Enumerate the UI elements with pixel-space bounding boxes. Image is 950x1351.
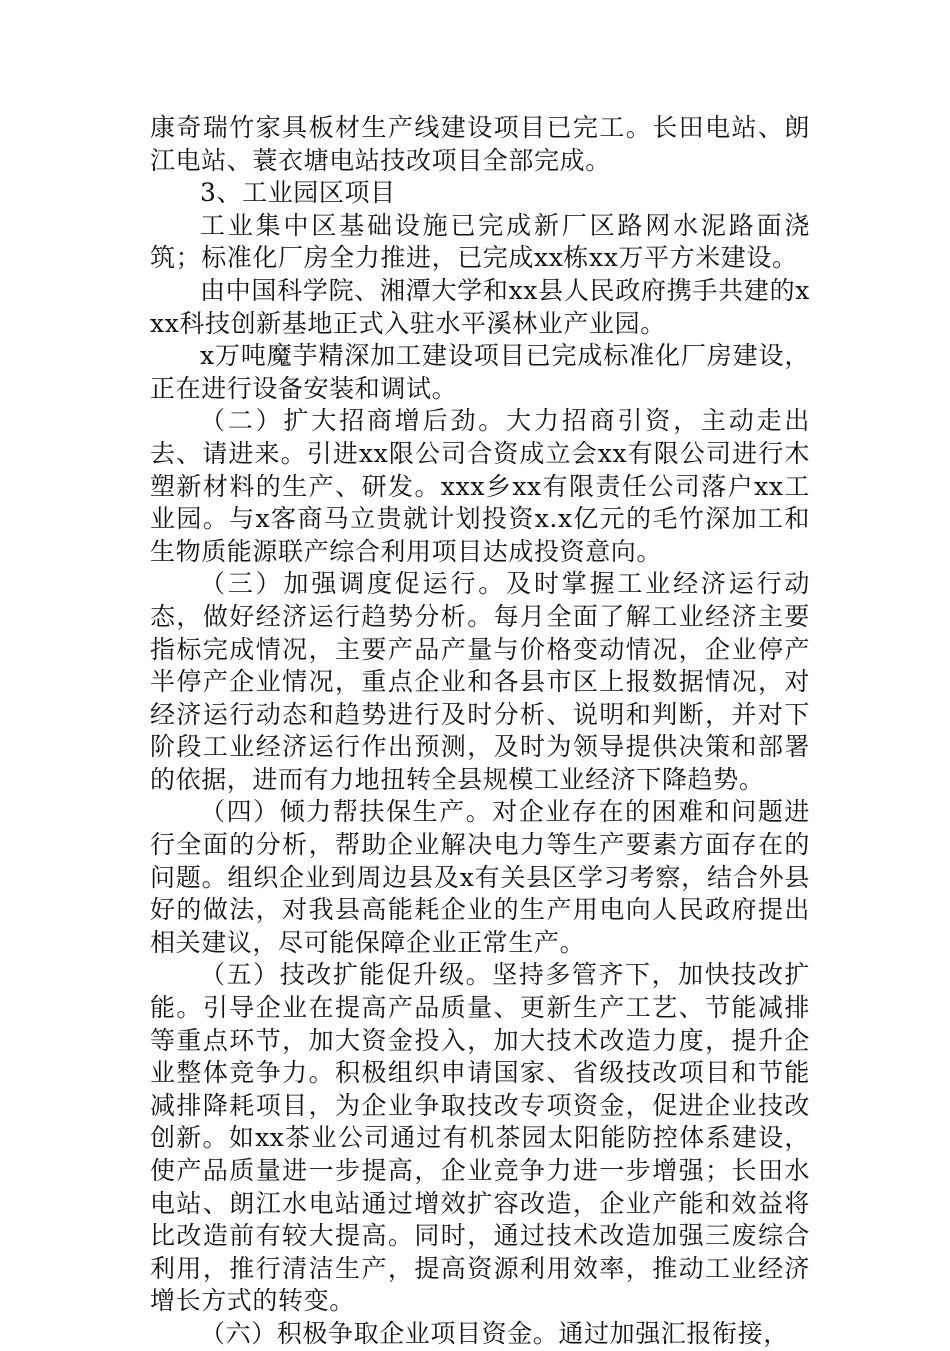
paragraph-support-production: （四）倾力帮扶保生产。对企业存在的困难和问题进行全面的分析，帮助企业解决电力等生产要素方面存在的问题。组织企业到周边县及x有关县区学习考察，结合外县好的做法，对我县高能耗企业的生产用电向人民政府提出相关建议，尽可能保障企业正常生产。 [150, 797, 810, 957]
paragraph-tech-upgrade: （五）技改扩能促升级。坚持多管齐下，加快技改扩能。引导企业在提高产品质量、更新生产工艺、节能减排等重点环节，加大资金投入，加大技术改造力度，提升企业整体竞争力。积极组织申请国家、省级技改项目和节能减排降耗项目，为企业争取技改专项资金，促进企业技改创新。如xx茶业公司通过有机茶园太阳能防控体系建设，使产品质量进一步提高，企业竞争力进一步增强；长田水电站、朗江水电站通过增效扩容改造，企业产能和效益将比改造前有较大提高。同时，通过技术改造加强三废综合利用，推行清洁生产，提高资源利用效率，推动工业经济增长方式的转变。 [150, 960, 810, 1316]
section-heading-industrial-park: 3、工业园区项目 [200, 178, 396, 208]
paragraph-3: 工业集中区基础设施已完成新厂区路网水泥路面浇筑；标准化厂房全力推进，已完成xx栋xx万平方米建设。 [150, 210, 810, 273]
document-body [150, 112, 810, 1351]
paragraph-1: 康奇瑞竹家具板材生产线建设项目已完工。长田电站、朗江电站、蓑衣塘电站技改项目全部完成。 [150, 113, 810, 175]
paragraph-project-funding: （六）积极争取企业项目资金。通过加强汇报衔接， [200, 1318, 789, 1348]
paragraph-scheduling: （三）加强调度促运行。及时掌握工业经济运行动态，做好经济运行趋势分析。每月全面了解工业经济主要指标完成情况，主要产品产量与价格变动情况，企业停产半停产企业情况，重点企业和各县市区上报数据情况，对经济运行动态和趋势进行及时分析、说明和判断，并对下阶段工业经济运行作出预测，及时为领导提供决策和部署的依据，进而有力地扭转全县规模工业经济下降趋势。 [150, 569, 810, 794]
paragraph-4: 由中国科学院、湘潭大学和xx县人民政府携手共建的xxx科技创新基地正式入驻水平溪林业产业园。 [150, 275, 810, 338]
paragraph-5: x万吨魔芋精深加工建设项目已完成标准化厂房建设，正在进行设备安装和调试。 [150, 341, 810, 403]
paragraph-investment: （二）扩大招商增后劲。大力招商引资，主动走出去、请进来。引进xx限公司合资成立会xx有限公司进行木塑新材料的生产、研发。xxx乡xx有限责任公司落户xx工业园。与x客商马立贵就计划投资x.x亿元的毛竹深加工和生物质能源联产综合利用项目达成投资意向。 [150, 406, 810, 566]
